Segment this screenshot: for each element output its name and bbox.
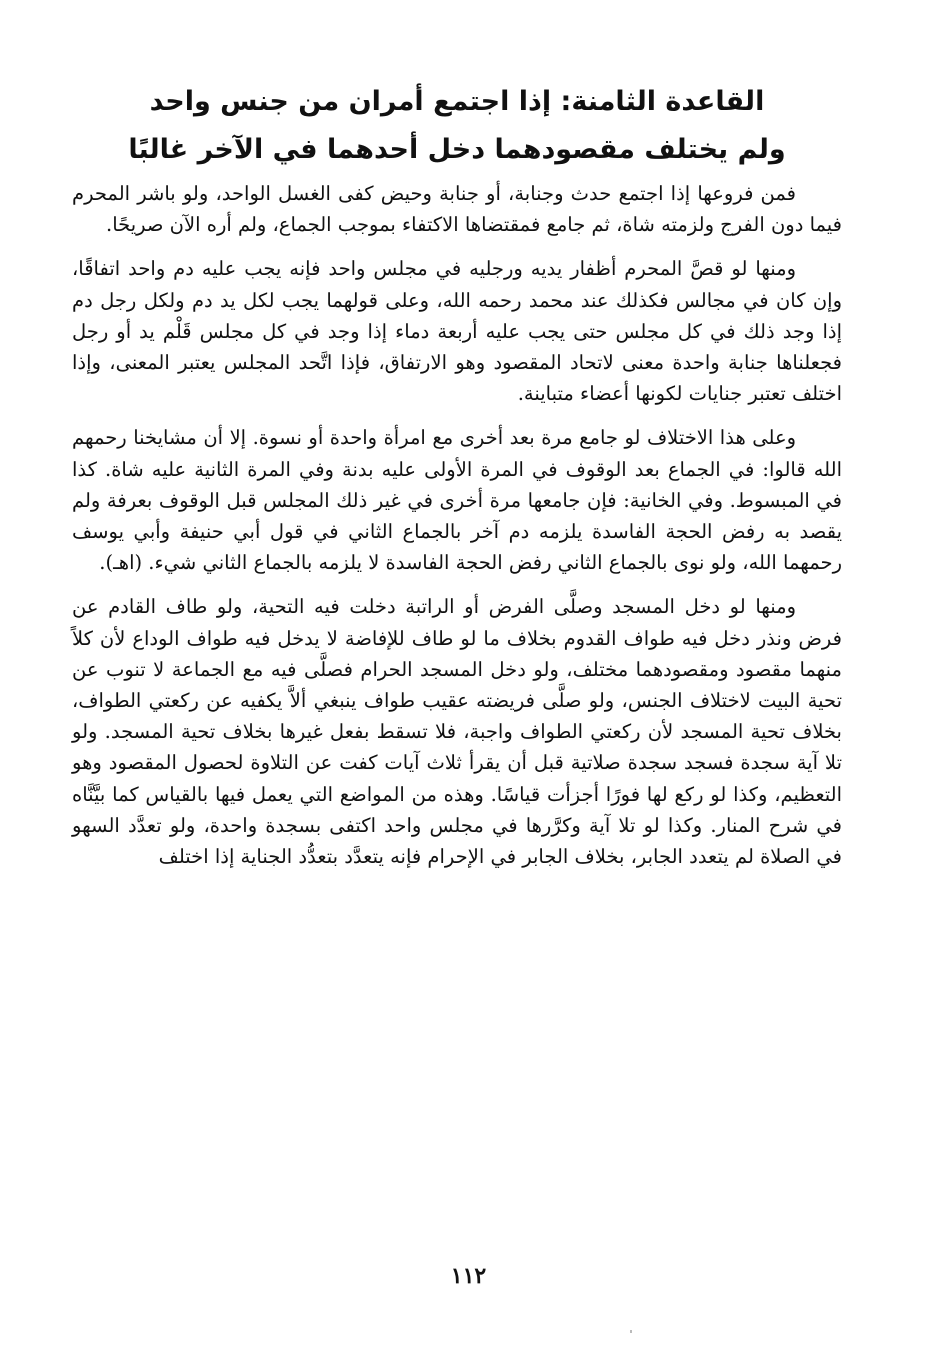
scan-speck bbox=[630, 1330, 632, 1333]
paragraph-4: ومنها لو دخل المسجد وصلَّى الفرض أو الراتبة دخلت فيه التحية، ولو طاف القادم عن فرض ونذر دخل فيه طواف القدوم بخلاف ما لو طاف للإفاضة لا يدخل فيه طواف الوداع لأن كلاً منهما مقصود ومقصودهما مختلف، ولو دخل المسجد الحرام فصلَّى فيه مع الجماعة لا تنوب عن تحية البيت لاختلاف الجنس، ولو صلَّى فريضته عقيب طواف ينبغي ألاَّ يكفيه عن ركعتي الطواف، بخلاف تحية المسجد لأن ركعتي الطواف واجبة، فلا تسقط بفعل غيرها بخلاف تحية المسجد. ولو تلا آية سجدة فسجد سجدة صلاتية قبل أن يقرأ ثلاث آيات كفت عن التلاوة لحصول المقصود وهو التعظيم، وكذا لو ركع لها فورًا أجزأت قياسًا. وهذه من المواضع التي يعمل فيها بالقياس كما بيَّنَّاه في شرح المنار. وكذا لو تلا آية وكرَّرها في مجلس واحد اكتفى بسجدة واحدة، ولو تعدَّد السهو في الصلاة لم يتعدد الجابر، بخلاف الجابر في الإحرام فإنه يتعدَّد بتعدُّد الجناية إذا اختلف bbox=[72, 595, 842, 869]
paragraph-1: فمن فروعها إذا اجتمع حدث وجنابة، أو جنابة وحيض كفى الغسل الواحد، ولو باشر المحرم فيما دون الفرج ولزمته شاة، ثم جامع فمقتضاها الاكتفاء بموجب الجماع، ولم أره الآن صريحًا. bbox=[72, 182, 842, 237]
body-text bbox=[72, 178, 842, 872]
rule-heading bbox=[72, 78, 842, 174]
document-page bbox=[72, 78, 842, 872]
paragraph-2: ومنها لو قصَّ المحرم أظفار يديه ورجليه في مجلس واحد فإنه يجب عليه دم واحد اتفاقًا، وإن كان في مجالس فكذلك عند محمد رحمه الله، وعلى قولهما يجب لكل يد دم ولكل رجل دم إذا وجد ذلك في كل مجلس حتى يجب عليه أربعة دماء إذا وجد في كل مجلس قَلْم يد أو رجل فجعلناها جنابة واحدة معنى لاتحاد المقصود وهو الارتفاق، فإذا اتَّحد المجلس يعتبر المعنى، وإذا اختلف تعتبر جنايات لكونها أعضاء متباينة. bbox=[72, 257, 842, 406]
heading-line-2: ولم يختلف مقصودهما دخل أحدهما في الآخر غالبًا bbox=[128, 134, 786, 165]
page-number: ١١٢ bbox=[450, 1263, 487, 1289]
heading-line-1: القاعدة الثامنة: إذا اجتمع أمران من جنس واحد bbox=[149, 86, 765, 117]
paragraph-3: وعلى هذا الاختلاف لو جامع مرة بعد أخرى مع امرأة واحدة أو نسوة. إلا أن مشايخنا رحمهم الله قالوا: في الجماع بعد الوقوف في المرة الأولى عليه بدنة وفي المرة الثانية عليه شاة. كذا في المبسوط. وفي الخانية: فإن جامعها مرة أخرى في غير ذلك المجلس قبل الوقوف بعرفة ولم يقصد به رفض الحجة الفاسدة يلزمه دم آخر بالجماع الثاني في قول أبي حنيفة وأبي يوسف رحمهما الله، ولو نوى بالجماع الثاني رفض الحجة الفاسدة لا يلزمه بالجماع الثاني شيء. (اهـ). bbox=[72, 426, 842, 575]
